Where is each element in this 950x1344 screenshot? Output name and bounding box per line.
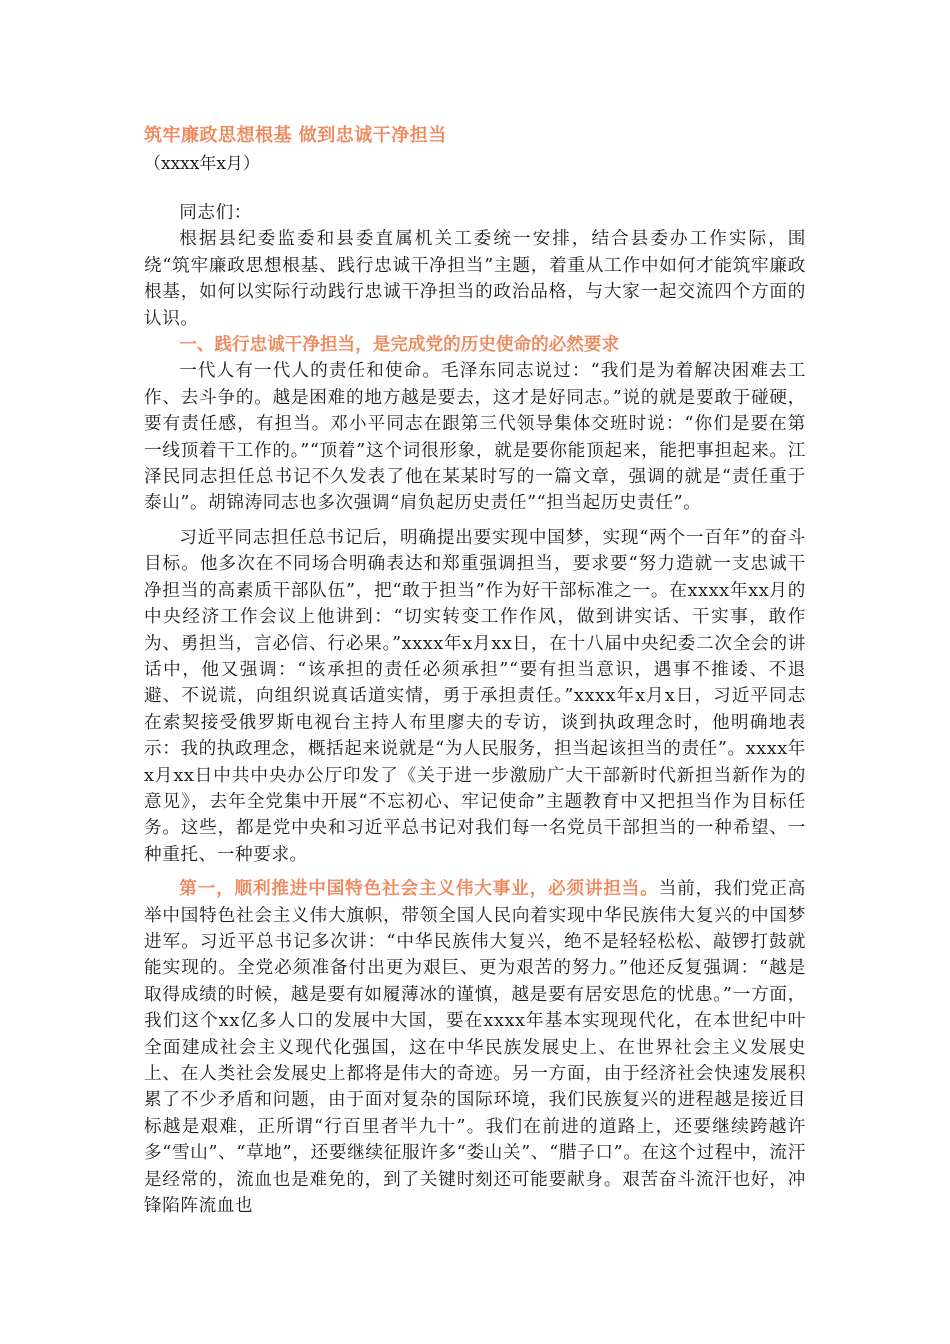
paragraph-2: 习近平同志担任总书记后，明确提出要实现中国梦，实现“两个一百年”的奋斗目标。他多次在不同场合明确表达和郑重强调担当，要求要“努力造就一支忠诚干净担当的高素质干部队伍”，把“敢于担当”作为好干部标准之一。在xxxx年xx月的中央经济工作会议上他讲到：“切实转变工作作风，做到讲实话、干实事，敢作为、勇担当，言必信、行必果。”xxxx年x月xx日，在十八届中央纪委二次全会的讲话中，他又强调：“该承担的责任必须承担”“要有担当意识，遇事不推诿、不退避、不说谎，向组织说真话道实情，勇于承担责任。”xxxx年x月x日，习近平同志在索契接受俄罗斯电视台主持人布里廖夫的专访，谈到执政理念时，他明确地表示：我的执政理念，概括起来说就是“为人民服务，担当起该担当的责任”。xxxx年x月xx日中共中央办公厅印发了《关于进一步激励广大干部新时代新担当新作为的意见》，去年全党集中开展“不忘初心、牢记使命”主题教育中又把担当作为目标任务。这些，都是党中央和习近平总书记对我们每一名党员干部担当的一种希望、一种重托、一种要求。	[144, 527, 806, 865]
section-heading-1: 一、践行忠诚干净担当，是完成党的历史使命的必然要求	[179, 335, 620, 356]
paragraph-3-lead: 第一，顺利推进中国特色社会主义伟大事业，必须讲担当。	[179, 879, 659, 900]
paragraph-1: 一代人有一代人的责任和使命。毛泽东同志说过：“我们是为着解决困难去工作、去斗争的。越是困难的地方越是要去，这才是好同志。”说的就是要敢于碰硬，要有责任感，有担当。邓小平同志在跟第三代领导集体交班时说：“你们是要在第一线顶着干工作的。”“顶着”这个词很形象，就是要你能顶起来，能把事担起来。江泽民同志担任总书记不久发表了他在某某时写的一篇文章，强调的就是“责任重于泰山”。胡锦涛同志也多次强调“肩负起历史责任”“担当起历史责任”。	[144, 361, 806, 514]
document-page	[144, 122, 806, 1219]
paragraph-3	[144, 876, 806, 1219]
greeting: 同志们：	[179, 203, 252, 223]
document-date: （xxxx年x月）	[144, 154, 260, 174]
intro-paragraph: 根据县纪委监委和县委直属机关工委统一安排，结合县委办工作实际，围绕“筑牢廉政思想根基、践行忠诚干净担当”主题，着重从工作中如何才能筑牢廉政根基，如何以实际行动践行忠诚干净担当的政治品格，与大家一起交流四个方面的认识。	[144, 229, 806, 329]
document-title: 筑牢廉政思想根基 做到忠诚干净担当	[144, 125, 447, 146]
paragraph-3-body: 当前，我们党正高举中国特色社会主义伟大旗帜，带领全国人民向着实现中华民族伟大复兴的中国梦进军。习近平总书记多次讲：“中华民族伟大复兴，绝不是轻轻松松、敲锣打鼓就能实现的。全党必须准备付出更为艰巨、更为艰苦的努力。”他还反复强调：“越是取得成绩的时候，越是要有如履薄冰的谨慎，越是要有居安思危的忧患。”一方面，我们这个xx亿多人口的发展中大国，要在xxxx年基本实现现代化，在本世纪中叶全面建成社会主义现代化强国，这在中华民族发展史上、在世界社会主义发展史上、在人类社会发展史上都将是伟大的奇迹。另一方面，由于经济社会快速发展积累了不少矛盾和问题，由于面对复杂的国际环境，我们民族复兴的进程越是接近目标越是艰难，正所谓“行百里者半九十”。我们在前进的道路上，还要继续跨越许多“雪山”、“草地”，还要继续征服许多“娄山关”、“腊子口”。在这个过程中，流汗是经常的，流血也是难免的，到了关键时刻还可能要献身。艰苦奋斗流汗也好，冲锋陷阵流血也	[144, 879, 806, 1217]
